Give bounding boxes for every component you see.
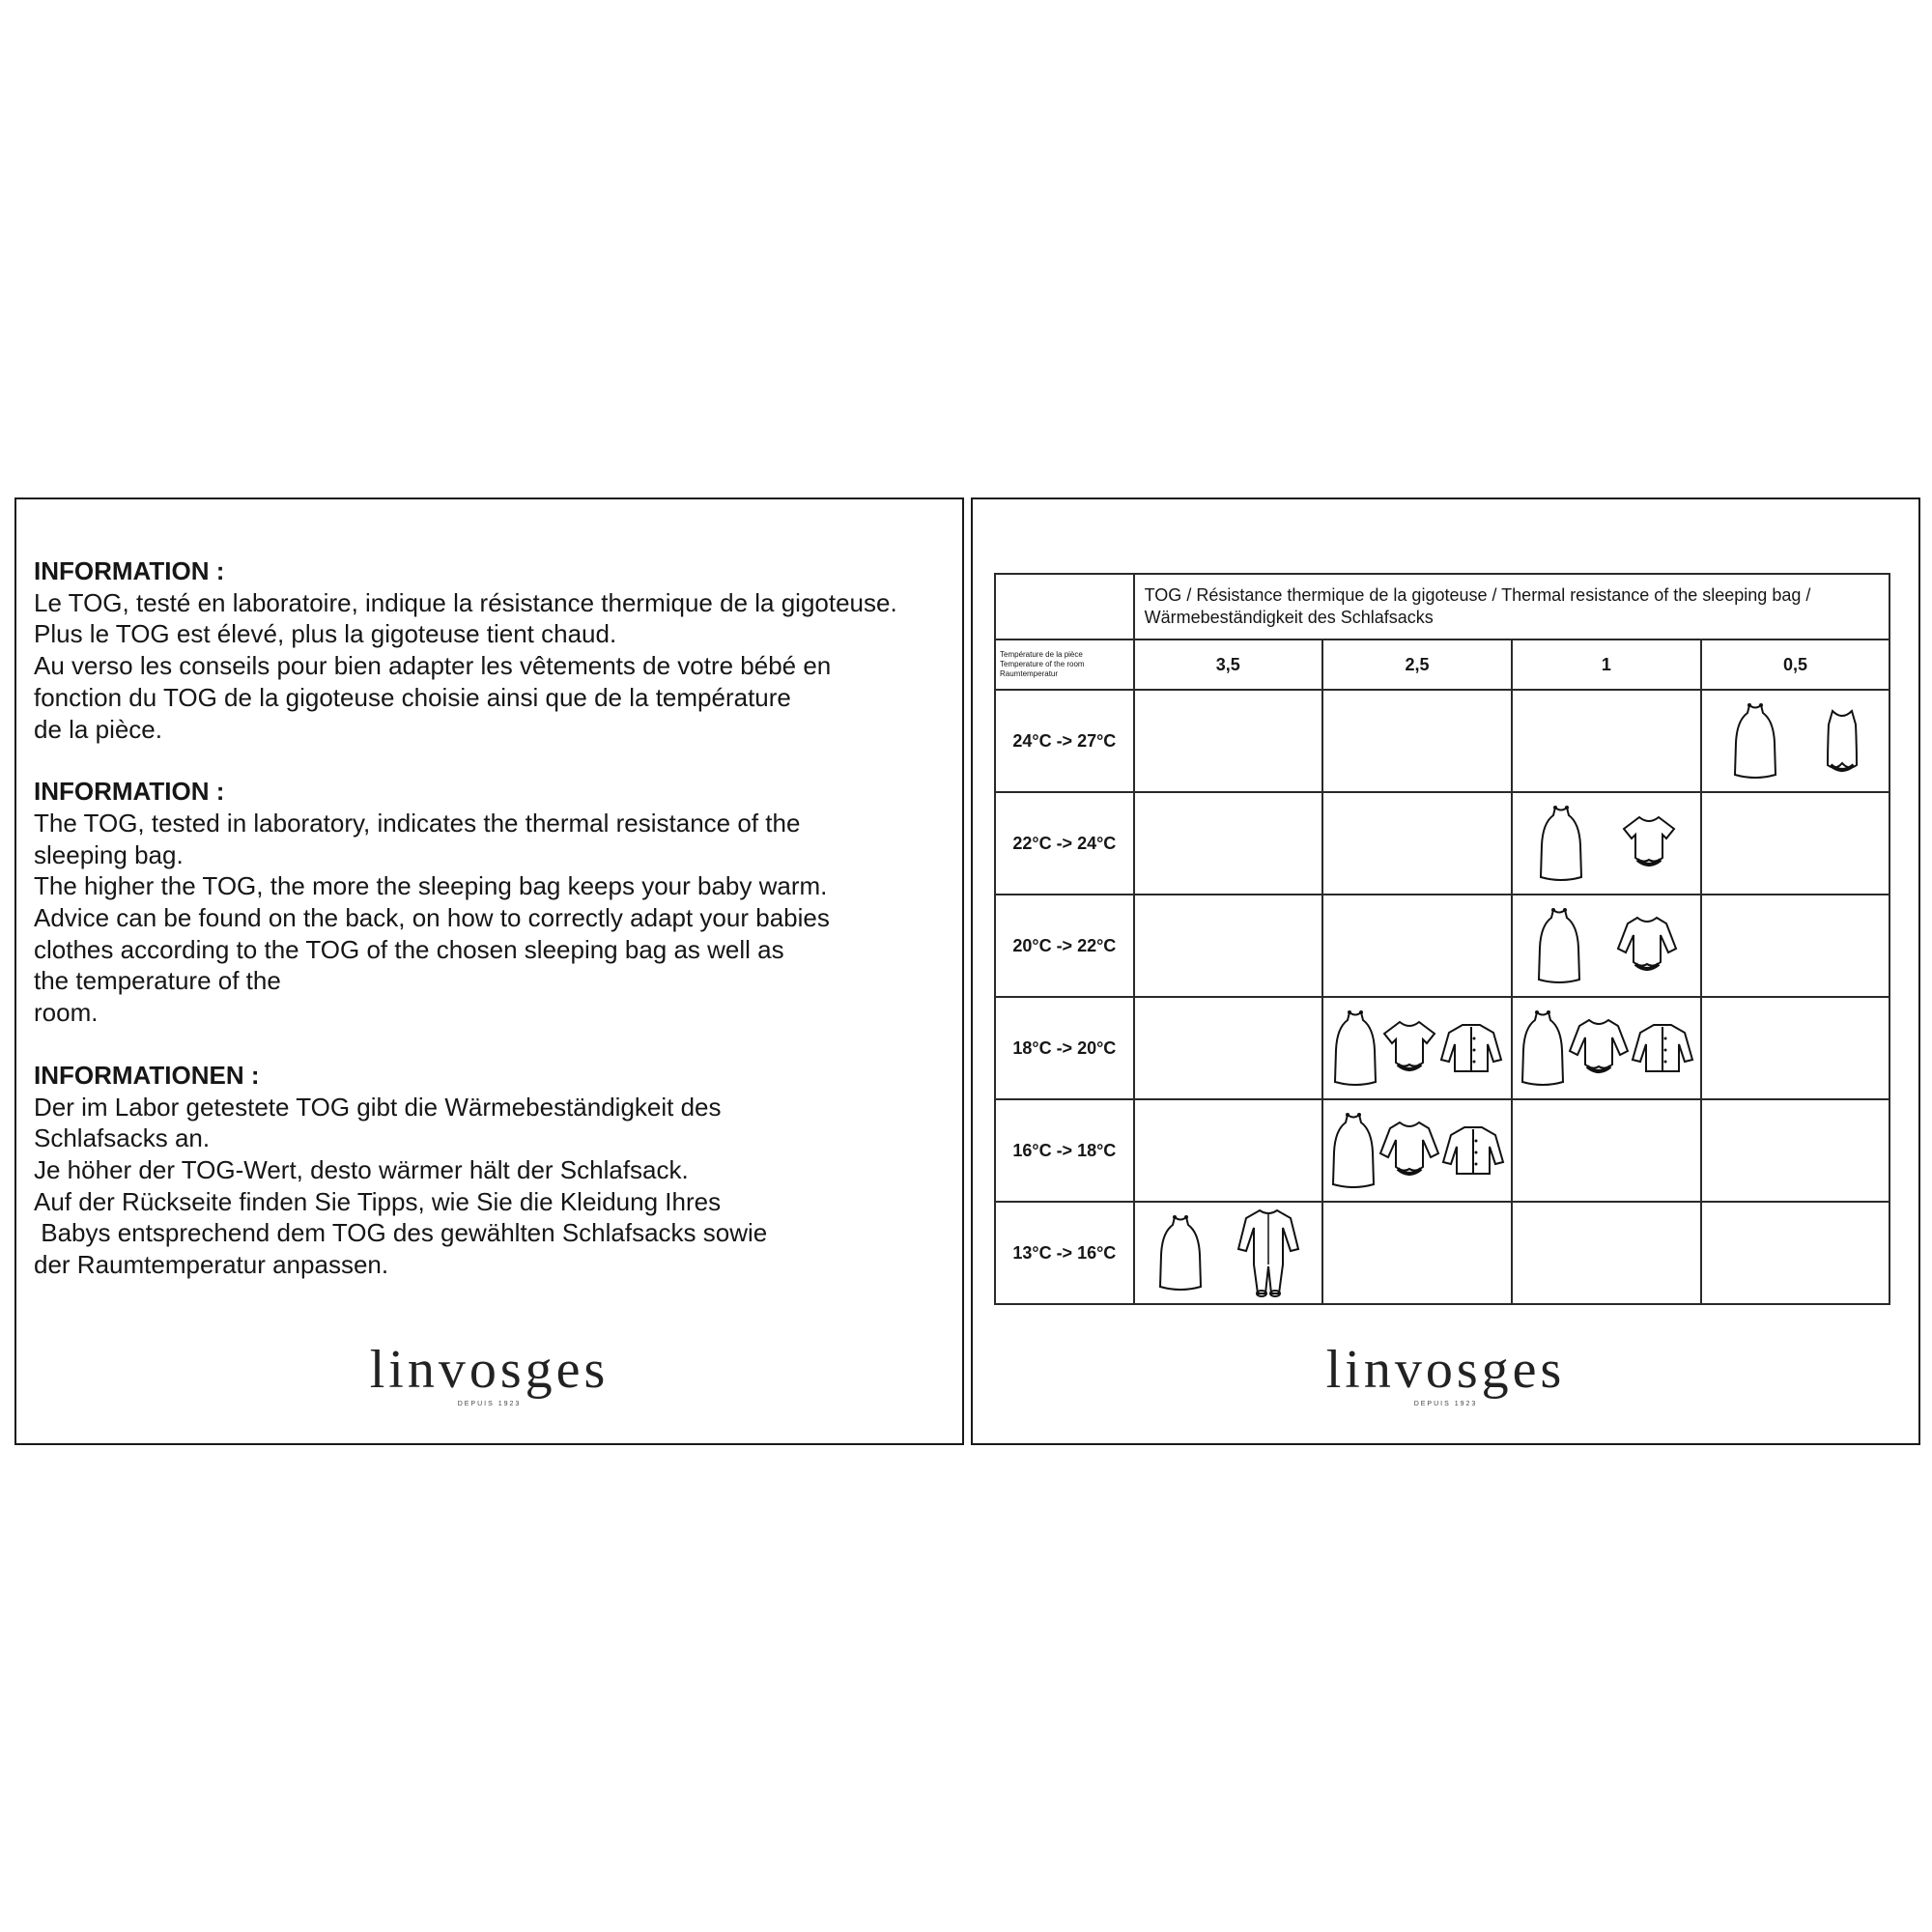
info-line: Au verso les conseils pour bien adapter les vêtements de votre bébé en xyxy=(34,651,832,681)
tog-cell xyxy=(1322,895,1512,997)
tog-guide-panel xyxy=(971,497,1920,1445)
tog-row xyxy=(995,1202,1889,1304)
clothing-set xyxy=(1513,691,1700,791)
cardigan-icon xyxy=(1631,1021,1694,1075)
logo-wordmark: linvosges xyxy=(369,1340,610,1400)
header-line: TOG / Résistance thermique de la gigoteuse / Thermal resistance of the sleeping bag / xyxy=(1144,585,1811,605)
info-line: Babys entsprechend dem TOG des gewählten Schlafsacks sowie xyxy=(34,1218,768,1248)
long-sleeve-bodysuit-icon xyxy=(1378,1119,1440,1182)
clothing-set xyxy=(1323,998,1511,1098)
clothing-set xyxy=(1702,1100,1889,1201)
info-heading: INFORMATIONEN : xyxy=(34,1060,260,1090)
clothing-set xyxy=(1135,691,1321,791)
info-heading: INFORMATION : xyxy=(34,556,225,585)
info-block-de xyxy=(34,1060,952,1281)
info-line: The higher the TOG, the more the sleeping bag keeps your baby warm. xyxy=(34,871,828,901)
clothing-set xyxy=(1135,895,1321,996)
info-line: Der im Labor getestete TOG gibt die Wärmebeständigkeit des xyxy=(34,1092,722,1122)
info-panel xyxy=(14,497,964,1445)
tog-row xyxy=(995,690,1889,792)
tog-cell xyxy=(1322,1202,1512,1304)
clothing-set xyxy=(1513,793,1700,894)
sleeping-bag-icon xyxy=(1535,904,1583,987)
sleeveless-vest-icon xyxy=(1825,707,1860,775)
logo-tagline: DEPUIS 1923 xyxy=(457,1401,522,1407)
tog-cell xyxy=(1322,997,1512,1099)
temperature-range: 20°C -> 22°C xyxy=(995,895,1134,997)
clothing-set xyxy=(1323,793,1511,894)
info-line: the temperature of the xyxy=(34,966,281,996)
info-block-en xyxy=(34,776,952,1029)
tog-cell xyxy=(1701,997,1889,1099)
tog-cell xyxy=(1134,1099,1322,1202)
clothing-set xyxy=(1323,1203,1511,1303)
tog-cell xyxy=(1512,690,1701,792)
brand-logo xyxy=(16,1340,962,1407)
sleeping-bag-icon xyxy=(1537,802,1585,885)
tog-cell xyxy=(1701,895,1889,997)
header-line: Wärmebeständigkeit des Schlafsacks xyxy=(1144,608,1434,627)
tog-row xyxy=(995,792,1889,895)
room-temp-line: Température de la pièce xyxy=(1000,650,1083,659)
tog-row xyxy=(995,997,1889,1099)
room-temp-line: Temperature of the room xyxy=(1000,660,1085,668)
footed-sleepsuit-icon xyxy=(1236,1207,1300,1299)
sleeping-bag-icon xyxy=(1519,1007,1567,1090)
tog-cell xyxy=(1322,690,1512,792)
temperature-range: 16°C -> 18°C xyxy=(995,1099,1134,1202)
info-line: der Raumtemperatur anpassen. xyxy=(34,1250,389,1280)
clothing-set xyxy=(1135,1100,1321,1201)
info-block-fr xyxy=(34,555,952,745)
info-line: Je höher der TOG-Wert, desto wärmer hält der Schlafsack. xyxy=(34,1154,689,1184)
clothing-set xyxy=(1135,1203,1321,1303)
clothing-set xyxy=(1323,691,1511,791)
info-heading: INFORMATION : xyxy=(34,777,225,807)
long-sleeve-bodysuit-icon xyxy=(1616,914,1678,978)
tog-value: 0,5 xyxy=(1701,639,1889,690)
info-line: Le TOG, testé en laboratoire, indique la résistance thermique de la gigoteuse. xyxy=(34,587,897,617)
tog-cell xyxy=(1134,997,1322,1099)
long-sleeve-bodysuit-icon xyxy=(1568,1016,1630,1080)
room-temp-label xyxy=(995,639,1134,690)
tog-header-title xyxy=(1134,574,1889,639)
sleeping-bag-icon xyxy=(1329,1109,1378,1192)
clothing-set xyxy=(1135,793,1321,894)
logo-wordmark: linvosges xyxy=(1325,1340,1566,1400)
temperature-range: 24°C -> 27°C xyxy=(995,690,1134,792)
short-sleeve-bodysuit-icon xyxy=(1382,1018,1436,1078)
tog-cell xyxy=(1701,1099,1889,1202)
temperature-range: 18°C -> 20°C xyxy=(995,997,1134,1099)
tog-cell xyxy=(1701,690,1889,792)
clothing-set xyxy=(1702,895,1889,996)
clothing-set xyxy=(1513,1203,1700,1303)
info-line: clothes according to the TOG of the chosen sleeping bag as well as xyxy=(34,934,784,964)
tog-cell xyxy=(1134,792,1322,895)
tog-cell xyxy=(1701,792,1889,895)
tog-cell xyxy=(1512,895,1701,997)
clothing-set xyxy=(1702,793,1889,894)
tog-cell xyxy=(1322,1099,1512,1202)
info-line: fonction du TOG de la gigoteuse choisie ainsi que de la température xyxy=(34,682,791,712)
clothing-set xyxy=(1513,998,1700,1098)
tog-table-body xyxy=(995,690,1889,1304)
tog-value: 3,5 xyxy=(1134,639,1322,690)
tog-cell xyxy=(1512,792,1701,895)
sleeping-bag-icon xyxy=(1156,1211,1205,1294)
tog-cell xyxy=(1134,690,1322,792)
tog-row xyxy=(995,1099,1889,1202)
info-line: Auf der Rückseite finden Sie Tipps, wie Sie die Kleidung Ihres xyxy=(34,1186,722,1216)
tog-value: 1 xyxy=(1512,639,1701,690)
clothing-set xyxy=(1323,1100,1511,1201)
tog-cell xyxy=(1134,1202,1322,1304)
info-text xyxy=(34,555,952,1312)
info-line: sleeping bag. xyxy=(34,839,184,869)
info-line: The TOG, tested in laboratory, indicates the thermal resistance of the xyxy=(34,808,801,838)
room-temp-line: Raumtemperatur xyxy=(1000,669,1059,678)
info-line: de la pièce. xyxy=(34,714,162,744)
tog-cell xyxy=(1512,1099,1701,1202)
info-line: room. xyxy=(34,998,99,1028)
cardigan-icon xyxy=(1439,1021,1503,1075)
clothing-set xyxy=(1702,998,1889,1098)
clothing-set xyxy=(1702,1203,1889,1303)
tog-cell xyxy=(1322,792,1512,895)
tog-cell xyxy=(1512,1202,1701,1304)
sleeping-bag-icon xyxy=(1331,1007,1379,1090)
info-line: Advice can be found on the back, on how to correctly adapt your babies xyxy=(34,903,830,933)
tog-cell xyxy=(1701,1202,1889,1304)
brand-logo xyxy=(973,1340,1918,1407)
sleeping-bag-icon xyxy=(1731,699,1779,782)
tog-table xyxy=(994,573,1890,1305)
clothing-set xyxy=(1323,895,1511,996)
tog-value: 2,5 xyxy=(1322,639,1512,690)
info-line: Schlafsacks an. xyxy=(34,1123,211,1153)
info-line: Plus le TOG est élevé, plus la gigoteuse tient chaud. xyxy=(34,619,617,649)
clothing-set xyxy=(1513,895,1700,996)
logo-tagline: DEPUIS 1923 xyxy=(1413,1401,1478,1407)
clothing-set xyxy=(1702,691,1889,791)
temperature-range: 22°C -> 24°C xyxy=(995,792,1134,895)
tog-cell xyxy=(1512,997,1701,1099)
tog-row xyxy=(995,895,1889,997)
short-sleeve-bodysuit-icon xyxy=(1622,813,1676,873)
cardigan-icon xyxy=(1441,1123,1505,1178)
tog-cell xyxy=(1134,895,1322,997)
temperature-range: 13°C -> 16°C xyxy=(995,1202,1134,1304)
clothing-set xyxy=(1135,998,1321,1098)
clothing-set xyxy=(1513,1100,1700,1201)
table-corner xyxy=(995,574,1134,639)
